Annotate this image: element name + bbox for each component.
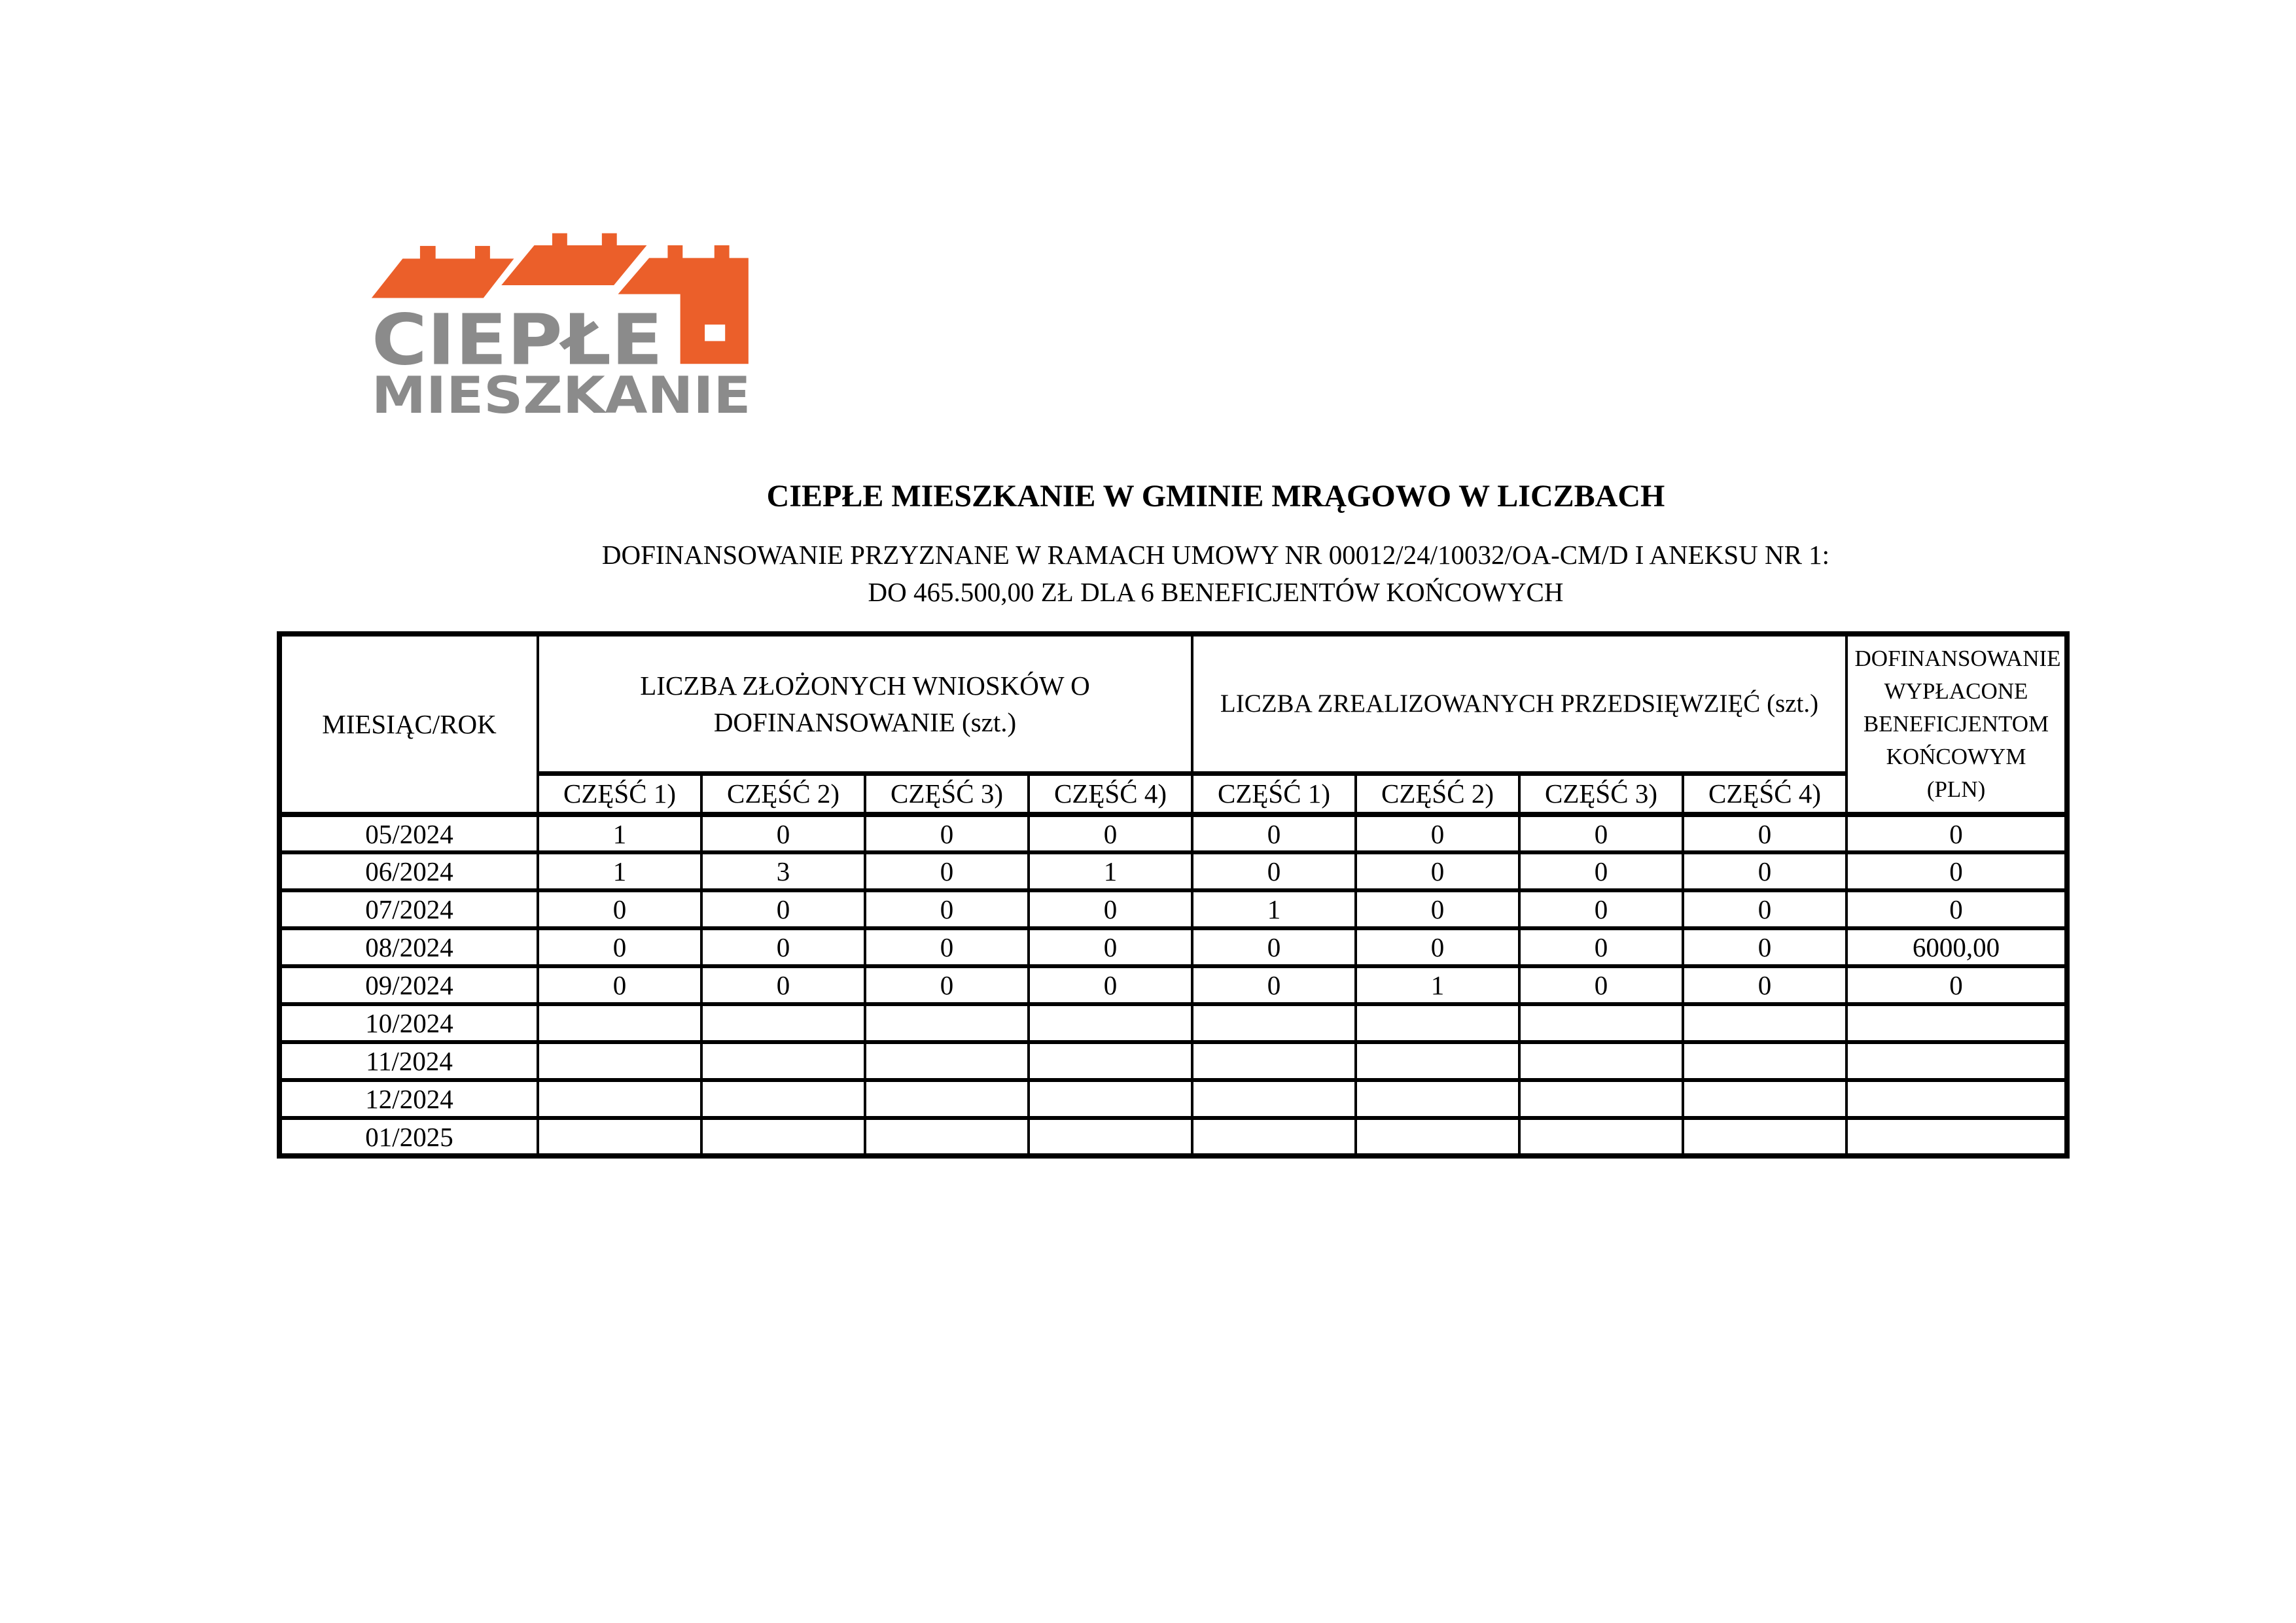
table-row [279, 966, 2067, 1004]
value-cell: 0 [1519, 852, 1683, 890]
page-title: CIEPŁE MIESZKANIE W GMINIE MRĄGOWO W LICZBACH [766, 479, 1665, 514]
header-payout [1846, 634, 2067, 814]
value-cell: 0 [1356, 814, 1519, 852]
value-cell: 0 [1519, 890, 1683, 928]
paid-cell: 0 [1846, 814, 2067, 852]
value-cell [1356, 1118, 1519, 1156]
header-group-submitted [538, 634, 1192, 773]
value-cell: 0 [1683, 814, 1846, 852]
paid-cell: 0 [1846, 966, 2067, 1004]
header-submitted-part3: CZĘŚĆ 3) [865, 773, 1029, 814]
header-submitted-part2: CZĘŚĆ 2) [701, 773, 865, 814]
value-cell [538, 1042, 701, 1080]
paid-cell [1846, 1118, 2067, 1156]
value-cell: 0 [1192, 814, 1356, 852]
month-cell: 10/2024 [279, 1004, 538, 1042]
month-cell: 09/2024 [279, 966, 538, 1004]
logo-graphic [357, 224, 775, 433]
value-cell [865, 1118, 1029, 1156]
value-cell: 3 [701, 852, 865, 890]
table-row [279, 1042, 2067, 1080]
subtitle-line2: DO 465.500,00 ZŁ DLA 6 BENEFICJENTÓW KOŃCOWYCH [868, 577, 1564, 607]
cieple-mieszkanie-logo [357, 224, 775, 433]
paid-cell: 0 [1846, 852, 2067, 890]
month-cell: 01/2025 [279, 1118, 538, 1156]
value-cell: 0 [865, 852, 1029, 890]
value-cell [1519, 1042, 1683, 1080]
header-group-completed: LICZBA ZREALIZOWANYCH PRZEDSIĘWZIĘĆ (szt.) [1192, 634, 1846, 773]
value-cell [701, 1004, 865, 1042]
value-cell: 0 [865, 928, 1029, 966]
funding-table [277, 631, 2070, 1159]
value-cell [1029, 1004, 1192, 1042]
paid-cell: 0 [1846, 890, 2067, 928]
value-cell [865, 1080, 1029, 1118]
value-cell: 0 [1029, 966, 1192, 1004]
table-row [279, 814, 2067, 852]
header-completed-part2: CZĘŚĆ 2) [1356, 773, 1519, 814]
header-completed-part1: CZĘŚĆ 1) [1192, 773, 1356, 814]
value-cell [1192, 1118, 1356, 1156]
logo-text-cieple: CIEPŁE [371, 300, 663, 381]
paid-cell [1846, 1042, 2067, 1080]
value-cell [1356, 1080, 1519, 1118]
value-cell [1192, 1080, 1356, 1118]
month-cell: 05/2024 [279, 814, 538, 852]
header-submitted-part4: CZĘŚĆ 4) [1029, 773, 1192, 814]
value-cell: 0 [1029, 814, 1192, 852]
value-cell [1519, 1118, 1683, 1156]
value-cell [1192, 1042, 1356, 1080]
header-month-year: MIESIĄC/ROK [279, 634, 538, 814]
paid-cell: 6000,00 [1846, 928, 2067, 966]
value-cell: 1 [538, 814, 701, 852]
value-cell [1356, 1042, 1519, 1080]
header-completed-part3: CZĘŚĆ 3) [1519, 773, 1683, 814]
table-row [279, 852, 2067, 890]
table-row [279, 1080, 2067, 1118]
month-cell: 08/2024 [279, 928, 538, 966]
value-cell [1683, 1042, 1846, 1080]
value-cell: 0 [865, 966, 1029, 1004]
value-cell: 0 [1192, 966, 1356, 1004]
month-cell: 06/2024 [279, 852, 538, 890]
table-row [279, 1118, 2067, 1156]
month-cell: 11/2024 [279, 1042, 538, 1080]
value-cell: 0 [538, 928, 701, 966]
value-cell [1029, 1042, 1192, 1080]
subtitle [277, 536, 2155, 611]
header-completed-part4: CZĘŚĆ 4) [1683, 773, 1846, 814]
value-cell: 0 [701, 814, 865, 852]
value-cell: 0 [1356, 890, 1519, 928]
value-cell: 0 [865, 890, 1029, 928]
value-cell: 1 [1029, 852, 1192, 890]
value-cell [1519, 1004, 1683, 1042]
subtitle-line1: DOFINANSOWANIE PRZYZNANE W RAMACH UMOWY NR 00012/24/10032/OA-CM/D I ANEKSU NR 1: [601, 540, 1830, 570]
value-cell [1356, 1004, 1519, 1042]
value-cell: 0 [538, 890, 701, 928]
value-cell [1683, 1118, 1846, 1156]
value-cell: 0 [701, 890, 865, 928]
table-row [279, 1004, 2067, 1042]
value-cell [538, 1004, 701, 1042]
value-cell [1683, 1080, 1846, 1118]
logo-text-mieszkanie: MIESZKANIE [371, 365, 751, 425]
header-submitted-part1: CZĘŚĆ 1) [538, 773, 701, 814]
value-cell [538, 1080, 701, 1118]
value-cell [701, 1080, 865, 1118]
value-cell: 0 [1519, 814, 1683, 852]
value-cell [1192, 1004, 1356, 1042]
value-cell: 0 [1356, 928, 1519, 966]
value-cell [701, 1042, 865, 1080]
value-cell: 0 [701, 966, 865, 1004]
month-cell: 12/2024 [279, 1080, 538, 1118]
month-cell: 07/2024 [279, 890, 538, 928]
value-cell [1683, 1004, 1846, 1042]
value-cell [865, 1004, 1029, 1042]
value-cell: 0 [1192, 852, 1356, 890]
paid-cell [1846, 1080, 2067, 1118]
value-cell: 0 [1029, 928, 1192, 966]
value-cell [1519, 1080, 1683, 1118]
value-cell: 0 [865, 814, 1029, 852]
value-cell: 0 [1029, 890, 1192, 928]
value-cell: 0 [538, 966, 701, 1004]
value-cell: 0 [1683, 928, 1846, 966]
value-cell: 0 [1683, 890, 1846, 928]
value-cell [1029, 1080, 1192, 1118]
value-cell: 0 [1519, 928, 1683, 966]
value-cell: 0 [1683, 966, 1846, 1004]
value-cell [701, 1118, 865, 1156]
value-cell [538, 1118, 701, 1156]
header-payout-label: DOFINANSOWANIE WYPŁACONE BENEFICJENTOM KOŃCOWYM (PLN) [1854, 646, 2061, 802]
table-row [279, 890, 2067, 928]
value-cell: 0 [1683, 852, 1846, 890]
value-cell: 0 [1356, 852, 1519, 890]
value-cell: 1 [1356, 966, 1519, 1004]
value-cell: 1 [1192, 890, 1356, 928]
value-cell: 0 [1192, 928, 1356, 966]
table-row [279, 928, 2067, 966]
paid-cell [1846, 1004, 2067, 1042]
value-cell: 1 [538, 852, 701, 890]
value-cell: 0 [701, 928, 865, 966]
value-cell [865, 1042, 1029, 1080]
value-cell [1029, 1118, 1192, 1156]
header-group-submitted-label: LICZBA ZŁOŻONYCH WNIOSKÓW O DOFINANSOWANIE (szt.) [640, 670, 1090, 737]
logo-window-icon [705, 324, 725, 341]
value-cell: 0 [1519, 966, 1683, 1004]
